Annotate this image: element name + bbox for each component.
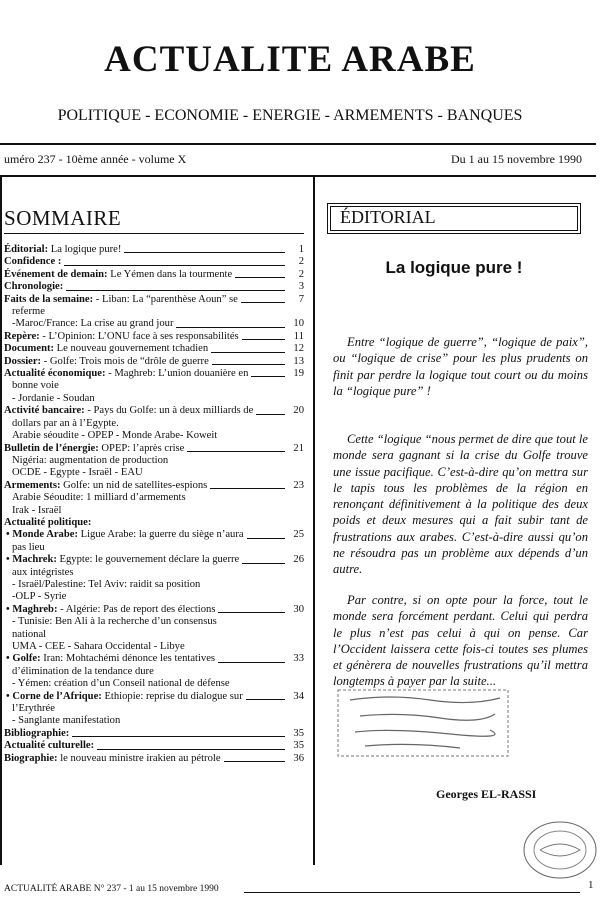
toc-page-number: 13	[293, 355, 304, 367]
toc-entry-title: Arabie séoudite - OPEP - Monde Arabe- Koweit	[12, 430, 218, 442]
toc-entry-text	[4, 653, 215, 665]
toc-entry	[4, 368, 304, 380]
toc-entry-title: - Israël/Palestine: Tel Aviv: raidit sa position	[12, 578, 201, 590]
toc-entry-heading: Dossier:	[4, 355, 42, 367]
toc-entry-text	[4, 629, 46, 641]
toc-entry	[4, 653, 304, 665]
toc-entry-title: - Tunisie: Ben Ali à la recherche d’un consensus	[12, 616, 217, 628]
toc-entry	[4, 269, 304, 281]
toc-entry-title: national	[12, 628, 47, 640]
toc-entry-text	[4, 281, 63, 293]
toc-entry-title: d’élimination de la tendance dure	[12, 665, 154, 677]
toc-entry-heading: Actualité économique:	[4, 368, 106, 380]
toc-entry-heading: • Maghreb:	[6, 603, 58, 615]
toc-leader-line	[187, 451, 285, 452]
toc-entry-title: Ethiopie: reprise du dialogue sur	[101, 690, 243, 702]
toc-entry	[4, 492, 304, 504]
toc-leader-line	[64, 265, 285, 266]
toc-leader-line	[66, 290, 285, 291]
toc-entry-title: -Maroc/France: La crise au grand jour	[12, 318, 174, 330]
footer-page-number: 1	[588, 879, 594, 891]
toc-entry	[4, 356, 304, 368]
toc-leader-line	[251, 376, 285, 377]
toc-entry-title: aux intégristes	[12, 566, 74, 578]
editorial-paragraph: Cette “logique “nous permet de dire que tout le monde sera gagnant si la crise du Golfe trouve une issue pacifique. C’est-à-dire qu’on mettra sur le tapis tous les problèmes de la région en renonçant définitivement à la politique des deux poids et deux mesures qui a fait subir tant de frustrations aux arabes. C’est-à-dire aussi qu’on ne résoudra pas un problème aux dépends d’un autre.	[333, 432, 588, 577]
toc-entry-title: La logique pure!	[48, 244, 122, 255]
toc-leader-line	[224, 761, 285, 762]
toc-entry-heading: • Machrek:	[6, 554, 57, 566]
toc-entry-text	[4, 740, 94, 752]
toc-leader-line	[97, 749, 285, 750]
toc-entry-title: - L’Opinion: L’ONU face à ses responsabilités	[39, 330, 239, 342]
toc-leader-line	[242, 339, 285, 340]
toc-entry-heading: Faits de la semaine:	[4, 293, 94, 305]
toc-entry-title: Arabie Séoudite: 1 milliard d’armements	[12, 492, 186, 504]
toc-entry	[4, 393, 304, 405]
toc-page-number: 11	[293, 330, 304, 342]
toc-entry-heading: Événement de demain:	[4, 268, 108, 280]
toc-entry-text	[4, 715, 120, 727]
left-margin-line	[0, 175, 2, 865]
toc-entry-title: OPEP: l’après crise	[98, 442, 185, 454]
toc-entry	[4, 666, 304, 678]
toc-page-number: 12	[293, 343, 304, 355]
toc-entry	[4, 554, 304, 566]
toc-entry-title: - Sanglante manifestation	[12, 715, 121, 727]
toc-entry-title: Le Yémen dans la tourmente	[107, 268, 233, 280]
toc-leader-line	[256, 414, 285, 415]
toc-entry-heading: Armements:	[4, 479, 61, 491]
toc-leader-line	[124, 252, 285, 253]
toc-entry-text	[4, 256, 61, 268]
toc-entry-text	[4, 455, 168, 467]
toc-entry-text	[4, 678, 230, 690]
toc-entry-text	[4, 356, 209, 368]
toc-entry-text	[4, 443, 184, 455]
toc-entry-title: Ligue Arabe: la guerre du siège n’aura	[77, 529, 244, 541]
toc-page-number: 34	[293, 690, 304, 702]
toc-entry-title: Golfe: un nid de satellites-espions	[60, 479, 208, 491]
toc-entry	[4, 281, 304, 293]
toc-entry-heading: Confidence :	[4, 256, 62, 268]
toc-entry-heading: Repère:	[4, 330, 40, 342]
toc-entry-text	[4, 641, 185, 653]
toc-leader-line	[242, 563, 285, 564]
toc-entry	[4, 306, 304, 318]
toc-entry-heading: Actualité culturelle:	[4, 740, 95, 752]
toc-entry-text	[4, 269, 232, 281]
toc-leader-line	[235, 277, 285, 278]
toc-page-number: 3	[298, 281, 304, 293]
toc-entry-title: referme	[12, 306, 45, 318]
toc-entry-title: dollars par an à l’Egypte.	[12, 417, 119, 429]
toc-entry-heading: • Golfe:	[6, 653, 41, 665]
toc-entry-text	[4, 505, 61, 517]
toc-entry-title: pas lieu	[12, 541, 45, 553]
toc-entry	[4, 629, 304, 641]
toc-leader-line	[72, 736, 285, 737]
toc-entry-text	[4, 691, 243, 703]
toc-entry	[4, 318, 304, 330]
toc-entry-heading: Activité bancaire:	[4, 405, 85, 417]
masthead-title: ACTUALITE ARABE	[104, 39, 476, 80]
toc-entry-text	[4, 318, 173, 330]
toc-page-number: 30	[293, 603, 304, 615]
toc-entry-text	[4, 492, 186, 504]
toc-entry	[4, 641, 304, 653]
sommaire-heading	[4, 206, 121, 231]
toc-page-number: 1	[298, 244, 304, 255]
toc-entry	[4, 331, 304, 343]
toc-entry	[4, 294, 304, 306]
toc-entry	[4, 591, 304, 603]
toc-entry	[4, 753, 304, 765]
sommaire-underline	[4, 233, 304, 234]
toc-entry-text	[4, 244, 121, 256]
toc-entry-title: Iran: Mohtachémi dénonce les tentatives	[40, 653, 216, 665]
toc-page-number: 35	[293, 740, 304, 752]
sommaire-initial: S	[4, 206, 17, 230]
toc-page-number: 2	[298, 256, 304, 268]
toc-entry-title: Egypte: le gouvernement déclare la guerre	[56, 554, 240, 566]
toc-entry-text	[4, 405, 253, 417]
column-divider	[313, 175, 315, 865]
toc-entry-title: -OLP - Syrie	[12, 591, 67, 603]
toc-entry	[4, 244, 304, 256]
footer-text: ACTUALITÉ ARABE N° 237 - 1 au 15 novembre 1990	[4, 884, 219, 894]
toc-entry	[4, 480, 304, 492]
toc-leader-line	[241, 302, 285, 303]
toc-entry-text	[4, 703, 55, 715]
toc-entry	[4, 542, 304, 554]
toc-leader-line	[218, 612, 285, 613]
toc-page-number: 21	[293, 442, 304, 454]
masthead-subtitle: POLITIQUE - ECONOMIE - ENERGIE - ARMEMENTS - BANQUES	[57, 107, 523, 124]
toc-entry	[4, 430, 304, 442]
toc-leader-line	[212, 364, 285, 365]
toc-entry-text	[4, 306, 45, 318]
toc-page-number: 25	[293, 529, 304, 541]
toc-page-number: 26	[293, 554, 304, 566]
toc-entry-text	[4, 616, 217, 628]
toc-entry	[4, 343, 304, 355]
editorial-paragraph: Par contre, si on opte pour la force, tout le monde sera forcément perdant. Celui qui perdra le plus n’est pas celui à qui on pense. Car l’Occident laissera cette fois-ci toutes ses plumes et génèrera de nouvelles frustrations qu’il mettra longtemps à payer par la suite...	[333, 593, 588, 689]
seal-stamp	[510, 812, 602, 884]
toc-entry-text	[4, 368, 248, 380]
toc-entry-heading: Actualité politique:	[4, 516, 92, 528]
toc-entry-text	[4, 728, 69, 740]
toc-entry-title: - Pays du Golfe: un à deux milliards de	[84, 405, 254, 417]
toc-entry	[4, 728, 304, 740]
toc-entry-title: - Algérie: Pas de report des élections	[57, 603, 216, 615]
editorial-signature: Georges EL-RASSI	[436, 787, 537, 801]
toc-page-number: 35	[293, 727, 304, 739]
toc-entry	[4, 467, 304, 479]
toc-entry	[4, 443, 304, 455]
toc-page-number: 19	[293, 368, 304, 380]
toc-page-number: 7	[298, 293, 304, 305]
sommaire-title-text: OMMAIRE	[16, 206, 122, 230]
toc-entry-heading: • Monde Arabe:	[6, 529, 78, 541]
toc-entry-text	[4, 604, 215, 616]
toc-entry-text	[4, 591, 66, 603]
toc-entry-text	[4, 331, 239, 343]
toc-entry	[4, 715, 304, 727]
toc-entry-heading: Bibliographie:	[4, 727, 70, 739]
toc-page-number: 33	[293, 653, 304, 665]
editorial-paragraph: Entre “logique de guerre”, “logique de paix”, ou “logique de crise” pour les plus prudents on finit par perdre la logique tout court ou du moins la “logique pure” !	[333, 335, 588, 398]
toc-entry-text	[4, 554, 239, 566]
toc-entry	[4, 567, 304, 579]
toc-page-number: 23	[293, 479, 304, 491]
issue-date: Du 1 au 15 novembre 1990	[451, 152, 582, 166]
library-stamp	[330, 686, 520, 761]
toc-entry-title: Irak - Israël	[12, 504, 62, 516]
toc-entry-text	[4, 753, 221, 765]
toc-entry-title: - Yémen: création d’un Conseil national de défense	[12, 678, 230, 690]
header-rule-top	[0, 143, 596, 145]
toc-entry-text	[4, 579, 200, 591]
editorial-label: ÉDITORIAL	[340, 207, 436, 227]
toc-entry	[4, 505, 304, 517]
table-of-contents	[4, 244, 304, 765]
toc-entry-text	[4, 666, 154, 678]
toc-entry-title: Le nouveau gouvernement tchadien	[54, 343, 209, 355]
toc-entry-text	[4, 480, 207, 492]
toc-entry	[4, 405, 304, 417]
toc-entry-title: - Liban: La “parenthèse Aoun” se	[93, 293, 238, 305]
toc-entry-title: - Jordanie - Soudan	[12, 392, 95, 404]
toc-entry-title: UMA - CEE - Sahara Occidental - Libye	[12, 641, 185, 652]
toc-entry-heading: • Corne de l’Afrique:	[6, 690, 102, 702]
footer-rule	[244, 892, 580, 893]
toc-entry	[4, 616, 304, 628]
toc-entry-text	[4, 517, 91, 529]
toc-entry-heading: Biographie:	[4, 752, 58, 764]
toc-entry-title: - Maghreb: L’union douanière en	[105, 368, 249, 380]
toc-entry-text	[4, 294, 238, 306]
toc-entry	[4, 691, 304, 703]
toc-entry-heading: Éditorial:	[4, 244, 49, 255]
toc-entry-text	[4, 430, 217, 442]
toc-entry-title: - Golfe: Trois mois de “drôle de guerre	[41, 355, 209, 367]
toc-leader-line	[246, 699, 285, 700]
toc-entry-text	[4, 529, 244, 541]
toc-entry-title: OCDE - Egypte - Israël - EAU	[12, 467, 143, 479]
toc-page-number: 10	[293, 318, 304, 330]
toc-entry-title: bonne voie	[12, 380, 59, 392]
issue-number: uméro 237 - 10ème année - volume X	[4, 152, 187, 166]
toc-entry-text	[4, 567, 74, 579]
toc-entry-title: Nigéria: augmentation de production	[12, 454, 169, 466]
toc-entry	[4, 418, 304, 430]
toc-entry-text	[4, 467, 143, 479]
toc-leader-line	[210, 488, 285, 489]
toc-entry	[4, 740, 304, 752]
toc-entry-heading: Document:	[4, 343, 55, 355]
toc-entry-title: le nouveau ministre irakien au pétrole	[57, 752, 221, 764]
toc-entry	[4, 579, 304, 591]
toc-entry-text	[4, 542, 45, 554]
toc-entry-text	[4, 393, 95, 405]
toc-entry	[4, 678, 304, 690]
toc-leader-line	[218, 662, 285, 663]
toc-entry	[4, 256, 304, 268]
toc-page-number: 36	[293, 752, 304, 764]
toc-entry	[4, 703, 304, 715]
toc-page-number: 2	[298, 268, 304, 280]
toc-entry	[4, 455, 304, 467]
toc-entry	[4, 604, 304, 616]
toc-leader-line	[211, 352, 285, 353]
toc-entry	[4, 517, 304, 529]
toc-entry	[4, 529, 304, 541]
toc-entry-text	[4, 418, 119, 430]
toc-entry	[4, 380, 304, 392]
toc-leader-line	[176, 327, 285, 328]
toc-entry-text	[4, 343, 208, 355]
toc-page-number: 20	[293, 405, 304, 417]
editorial-headline: La logique pure !	[385, 258, 523, 277]
toc-entry-title: l’Erythrée	[12, 703, 55, 715]
header-rule-bottom	[0, 175, 596, 177]
toc-entry-text	[4, 380, 59, 392]
toc-entry-heading: Bulletin de l’énergie:	[4, 442, 99, 454]
toc-entry-heading: Chronologie:	[4, 281, 64, 293]
toc-leader-line	[247, 538, 285, 539]
